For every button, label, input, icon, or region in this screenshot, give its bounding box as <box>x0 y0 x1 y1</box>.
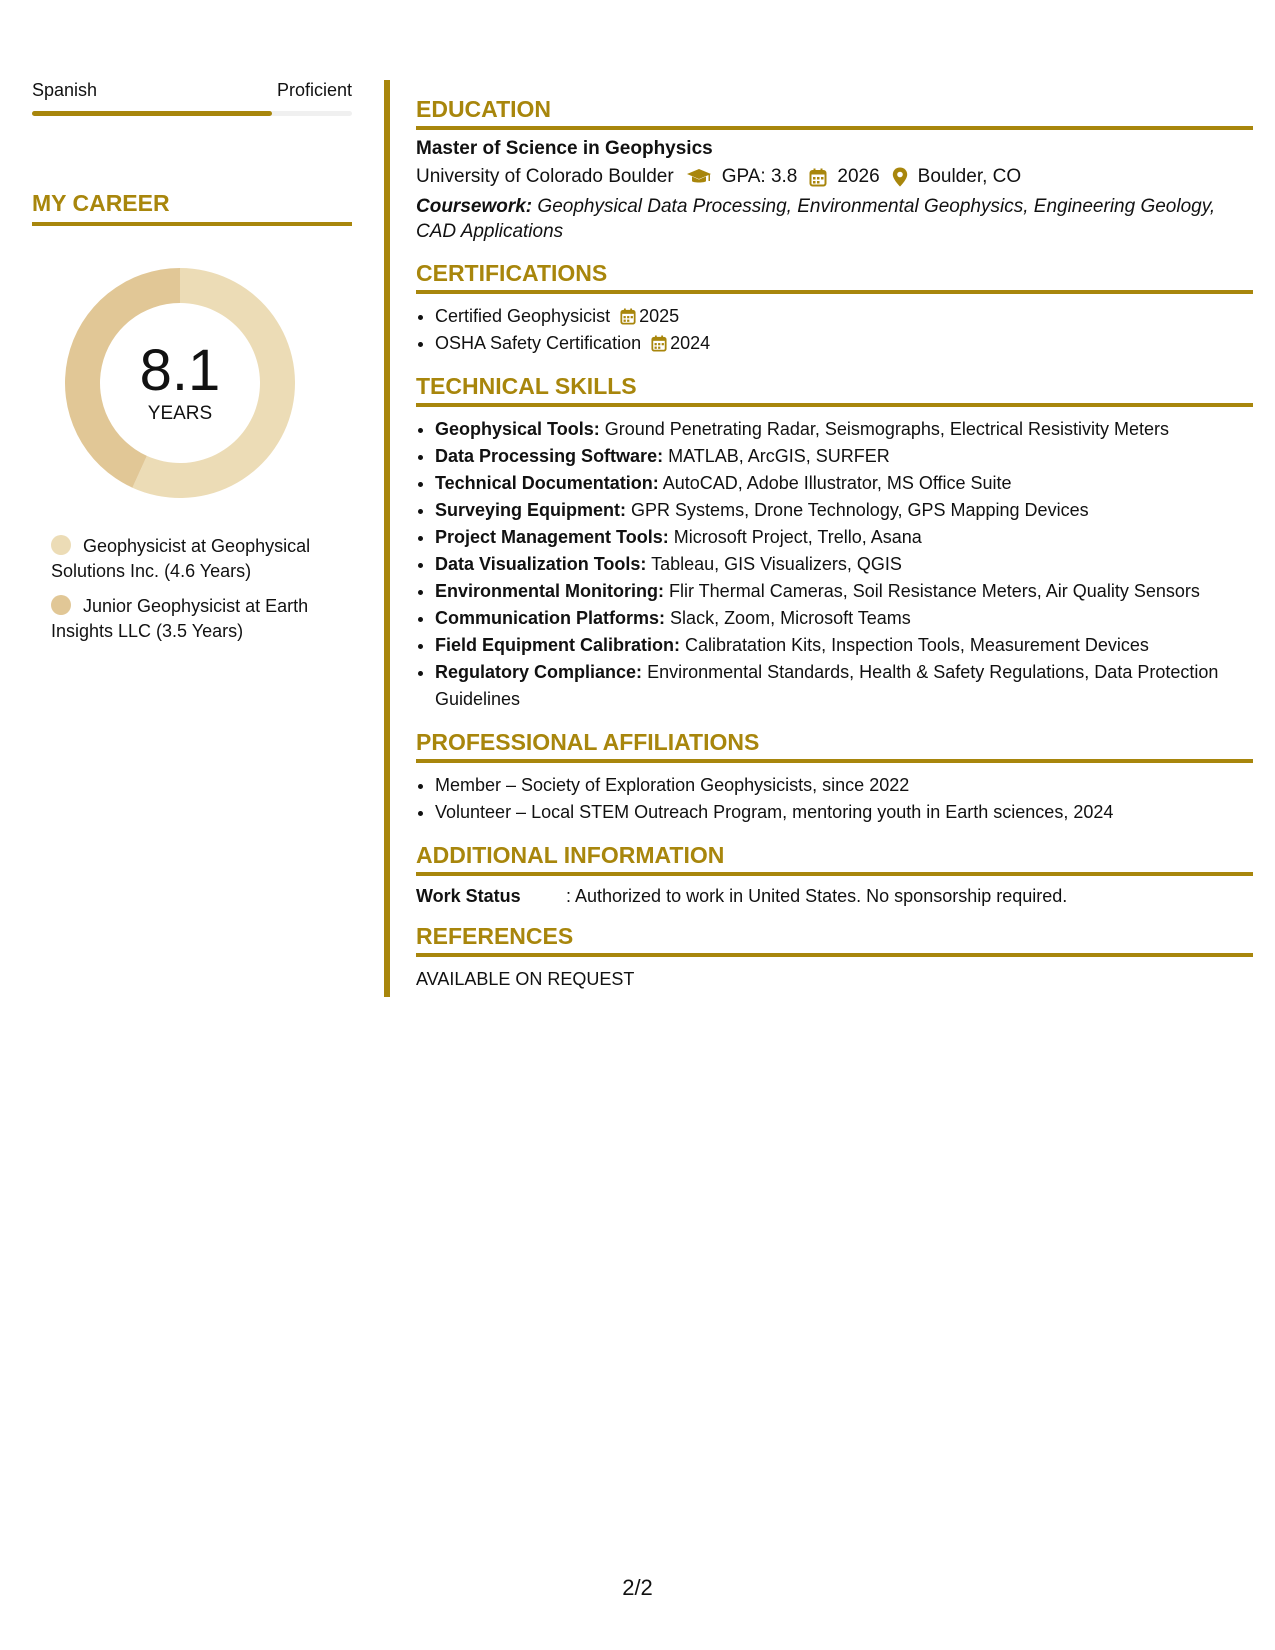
references-heading: REFERENCES <box>416 923 1253 957</box>
education-details <box>416 166 1253 188</box>
affiliations-list <box>416 772 1253 826</box>
education-heading: EDUCATION <box>416 96 1253 130</box>
career-legend-item <box>51 534 352 584</box>
legend-dot-icon <box>51 535 71 555</box>
skill-item <box>435 605 1253 632</box>
career-total-value: 8.1 <box>139 338 221 403</box>
education-section <box>416 96 1253 244</box>
degree-title: Master of Science in Geophysics <box>416 138 713 159</box>
skill-value: Tableau, GIS Visualizers, QGIS <box>651 554 902 574</box>
career-total-unit: YEARS <box>147 403 213 424</box>
skill-item <box>435 632 1253 659</box>
skill-label: Project Management Tools: <box>435 527 669 547</box>
main-content <box>416 96 1253 990</box>
career-legend-item <box>51 594 352 644</box>
skills-section <box>416 373 1253 713</box>
graduation-year: 2026 <box>837 166 880 187</box>
language-name: Spanish <box>32 80 98 100</box>
certifications-list <box>416 303 1253 357</box>
skill-value: Calibratation Kits, Inspection Tools, Measurement Devices <box>685 635 1149 655</box>
coursework-list: Geophysical Data Processing, Environmental Geophysics, Engineering Geology, CAD Applications <box>416 196 1216 242</box>
coursework-label: Coursework: <box>416 196 533 217</box>
skill-item <box>435 578 1253 605</box>
certifications-section <box>416 260 1253 357</box>
career-heading: MY CAREER <box>32 190 352 226</box>
certification-year: 2024 <box>670 333 711 353</box>
language-proficiency-fill <box>32 111 272 116</box>
certification-item <box>435 303 1253 330</box>
additional-info-heading: ADDITIONAL INFORMATION <box>416 842 1253 876</box>
certification-name: Certified Geophysicist <box>435 306 611 326</box>
certification-year: 2025 <box>639 306 680 326</box>
affiliations-heading: PROFESSIONAL AFFILIATIONS <box>416 729 1253 763</box>
skill-label: Data Visualization Tools: <box>435 554 647 574</box>
certification-item <box>435 330 1253 357</box>
work-status-row <box>416 886 1253 907</box>
calendar-icon <box>620 308 636 325</box>
work-status-label: Work Status <box>416 886 521 906</box>
skill-label: Regulatory Compliance: <box>435 662 643 682</box>
skill-value: Flir Thermal Cameras, Soil Resistance Meters, Air Quality Sensors <box>669 581 1200 601</box>
work-status-value: : Authorized to work in United States. No sponsorship required. <box>566 886 1068 906</box>
calendar-icon <box>651 335 667 352</box>
certifications-heading: CERTIFICATIONS <box>416 260 1253 294</box>
language-row <box>32 80 352 101</box>
skill-item <box>435 551 1253 578</box>
legend-dot-icon <box>51 595 71 615</box>
skill-item <box>435 416 1253 443</box>
skill-item <box>435 524 1253 551</box>
skills-heading: TECHNICAL SKILLS <box>416 373 1253 407</box>
additional-info-section <box>416 842 1253 907</box>
page-number: 2/2 <box>622 1575 653 1600</box>
location-pin-icon <box>892 167 908 187</box>
career-legend-label: Geophysicist at Geophysical Solutions Inc. (4.6 Years) <box>51 536 311 581</box>
career-donut-chart <box>65 268 295 498</box>
references-text: AVAILABLE ON REQUEST <box>416 969 635 989</box>
skill-item <box>435 443 1253 470</box>
language-level: Proficient <box>276 80 352 100</box>
career-legend-label: Junior Geophysicist at Earth Insights LLC (3.5 Years) <box>51 596 309 641</box>
column-divider <box>384 80 390 997</box>
skills-list <box>416 416 1253 713</box>
coursework <box>416 194 1253 244</box>
donut-center <box>65 268 295 498</box>
skill-label: Communication Platforms: <box>435 608 666 628</box>
skill-value: AutoCAD, Adobe Illustrator, MS Office Suite <box>662 473 1012 493</box>
calendar-icon <box>809 168 827 187</box>
skill-label: Geophysical Tools: <box>435 419 600 439</box>
graduation-cap-icon <box>686 168 712 186</box>
skill-value: Microsoft Project, Trello, Asana <box>673 527 922 547</box>
affiliation-item: • Member – Society of Exploration Geophysicists, since 2022 <box>435 772 1253 799</box>
certification-name: OSHA Safety Certification <box>435 333 642 353</box>
skill-label: Data Processing Software: <box>435 446 664 466</box>
skill-label: Field Equipment Calibration: <box>435 635 681 655</box>
skill-label: Technical Documentation: <box>435 473 659 493</box>
career-legend <box>32 534 352 644</box>
skill-item <box>435 497 1253 524</box>
skill-label: Environmental Monitoring: <box>435 581 664 601</box>
skill-label: Surveying Equipment: <box>435 500 627 520</box>
skill-item <box>435 470 1253 497</box>
references-section <box>416 923 1253 990</box>
skill-value: MATLAB, ArcGIS, SURFER <box>668 446 890 466</box>
language-proficiency-bar <box>32 111 352 116</box>
skill-value: Environmental Standards, Health & Safety Regulations, Data Protection Guidelines <box>435 662 1219 709</box>
skill-value: Slack, Zoom, Microsoft Teams <box>670 608 911 628</box>
sidebar <box>32 80 352 654</box>
skill-value: GPR Systems, Drone Technology, GPS Mapping Devices <box>631 500 1089 520</box>
affiliation-item: • Volunteer – Local STEM Outreach Program, mentoring youth in Earth sciences, 2024 <box>435 799 1253 826</box>
school-location: Boulder, CO <box>917 166 1022 187</box>
gpa: GPA: 3.8 <box>721 166 798 187</box>
affiliations-section <box>416 729 1253 826</box>
skill-item <box>435 659 1253 713</box>
school-name: University of Colorado Boulder <box>416 166 674 187</box>
skill-value: Ground Penetrating Radar, Seismographs, Electrical Resistivity Meters <box>604 419 1169 439</box>
